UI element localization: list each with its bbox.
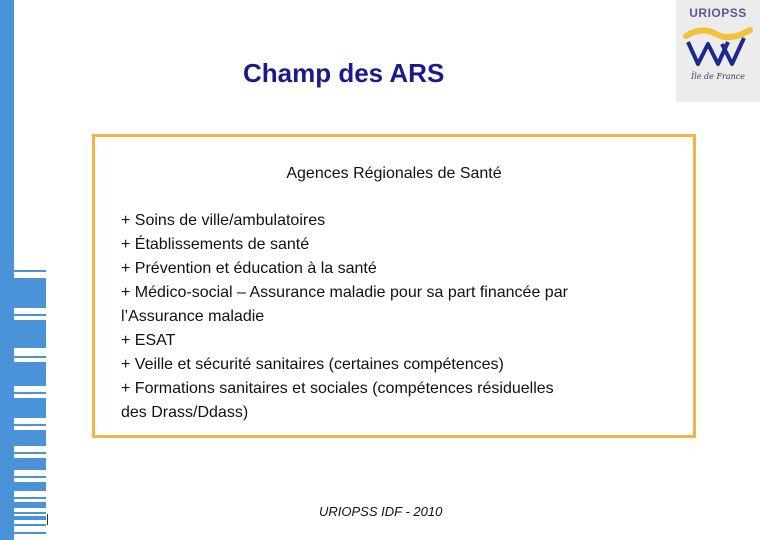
list-item: + Prévention et éducation à la santé [121,260,377,277]
slide-title: Champ des ARS [243,58,445,88]
left-decorative-bar [0,0,14,540]
slide-footer: URIOPSS IDF - 2010 [319,504,443,519]
list-item: + Médico-social – Assurance maladie pour sa part financée par [121,284,568,301]
box-heading: Agences Régionales de Santé [286,165,502,182]
competence-list [121,209,696,425]
left-decorative-blocks [14,0,46,540]
uriopss-logo [676,0,760,102]
list-item: l’Assurance maladie [121,308,265,325]
content-box [92,134,696,438]
list-item: + Établissements de santé [121,236,310,253]
list-item: + Veille et sécurité sanitaires (certaines compétences) [121,356,504,373]
list-item: + Formations sanitaires et sociales (compétences résiduelles [121,380,554,397]
list-item: + Soins de ville/ambulatoires [121,212,326,229]
logo-caption: Île de France [691,72,745,81]
logo-name: URIOPSS [689,6,747,20]
list-item: des Drass/Ddass) [121,404,249,421]
list-item: + ESAT [121,332,176,349]
slide-tick-mark [47,514,48,525]
uriopss-logo-icon [682,22,754,70]
